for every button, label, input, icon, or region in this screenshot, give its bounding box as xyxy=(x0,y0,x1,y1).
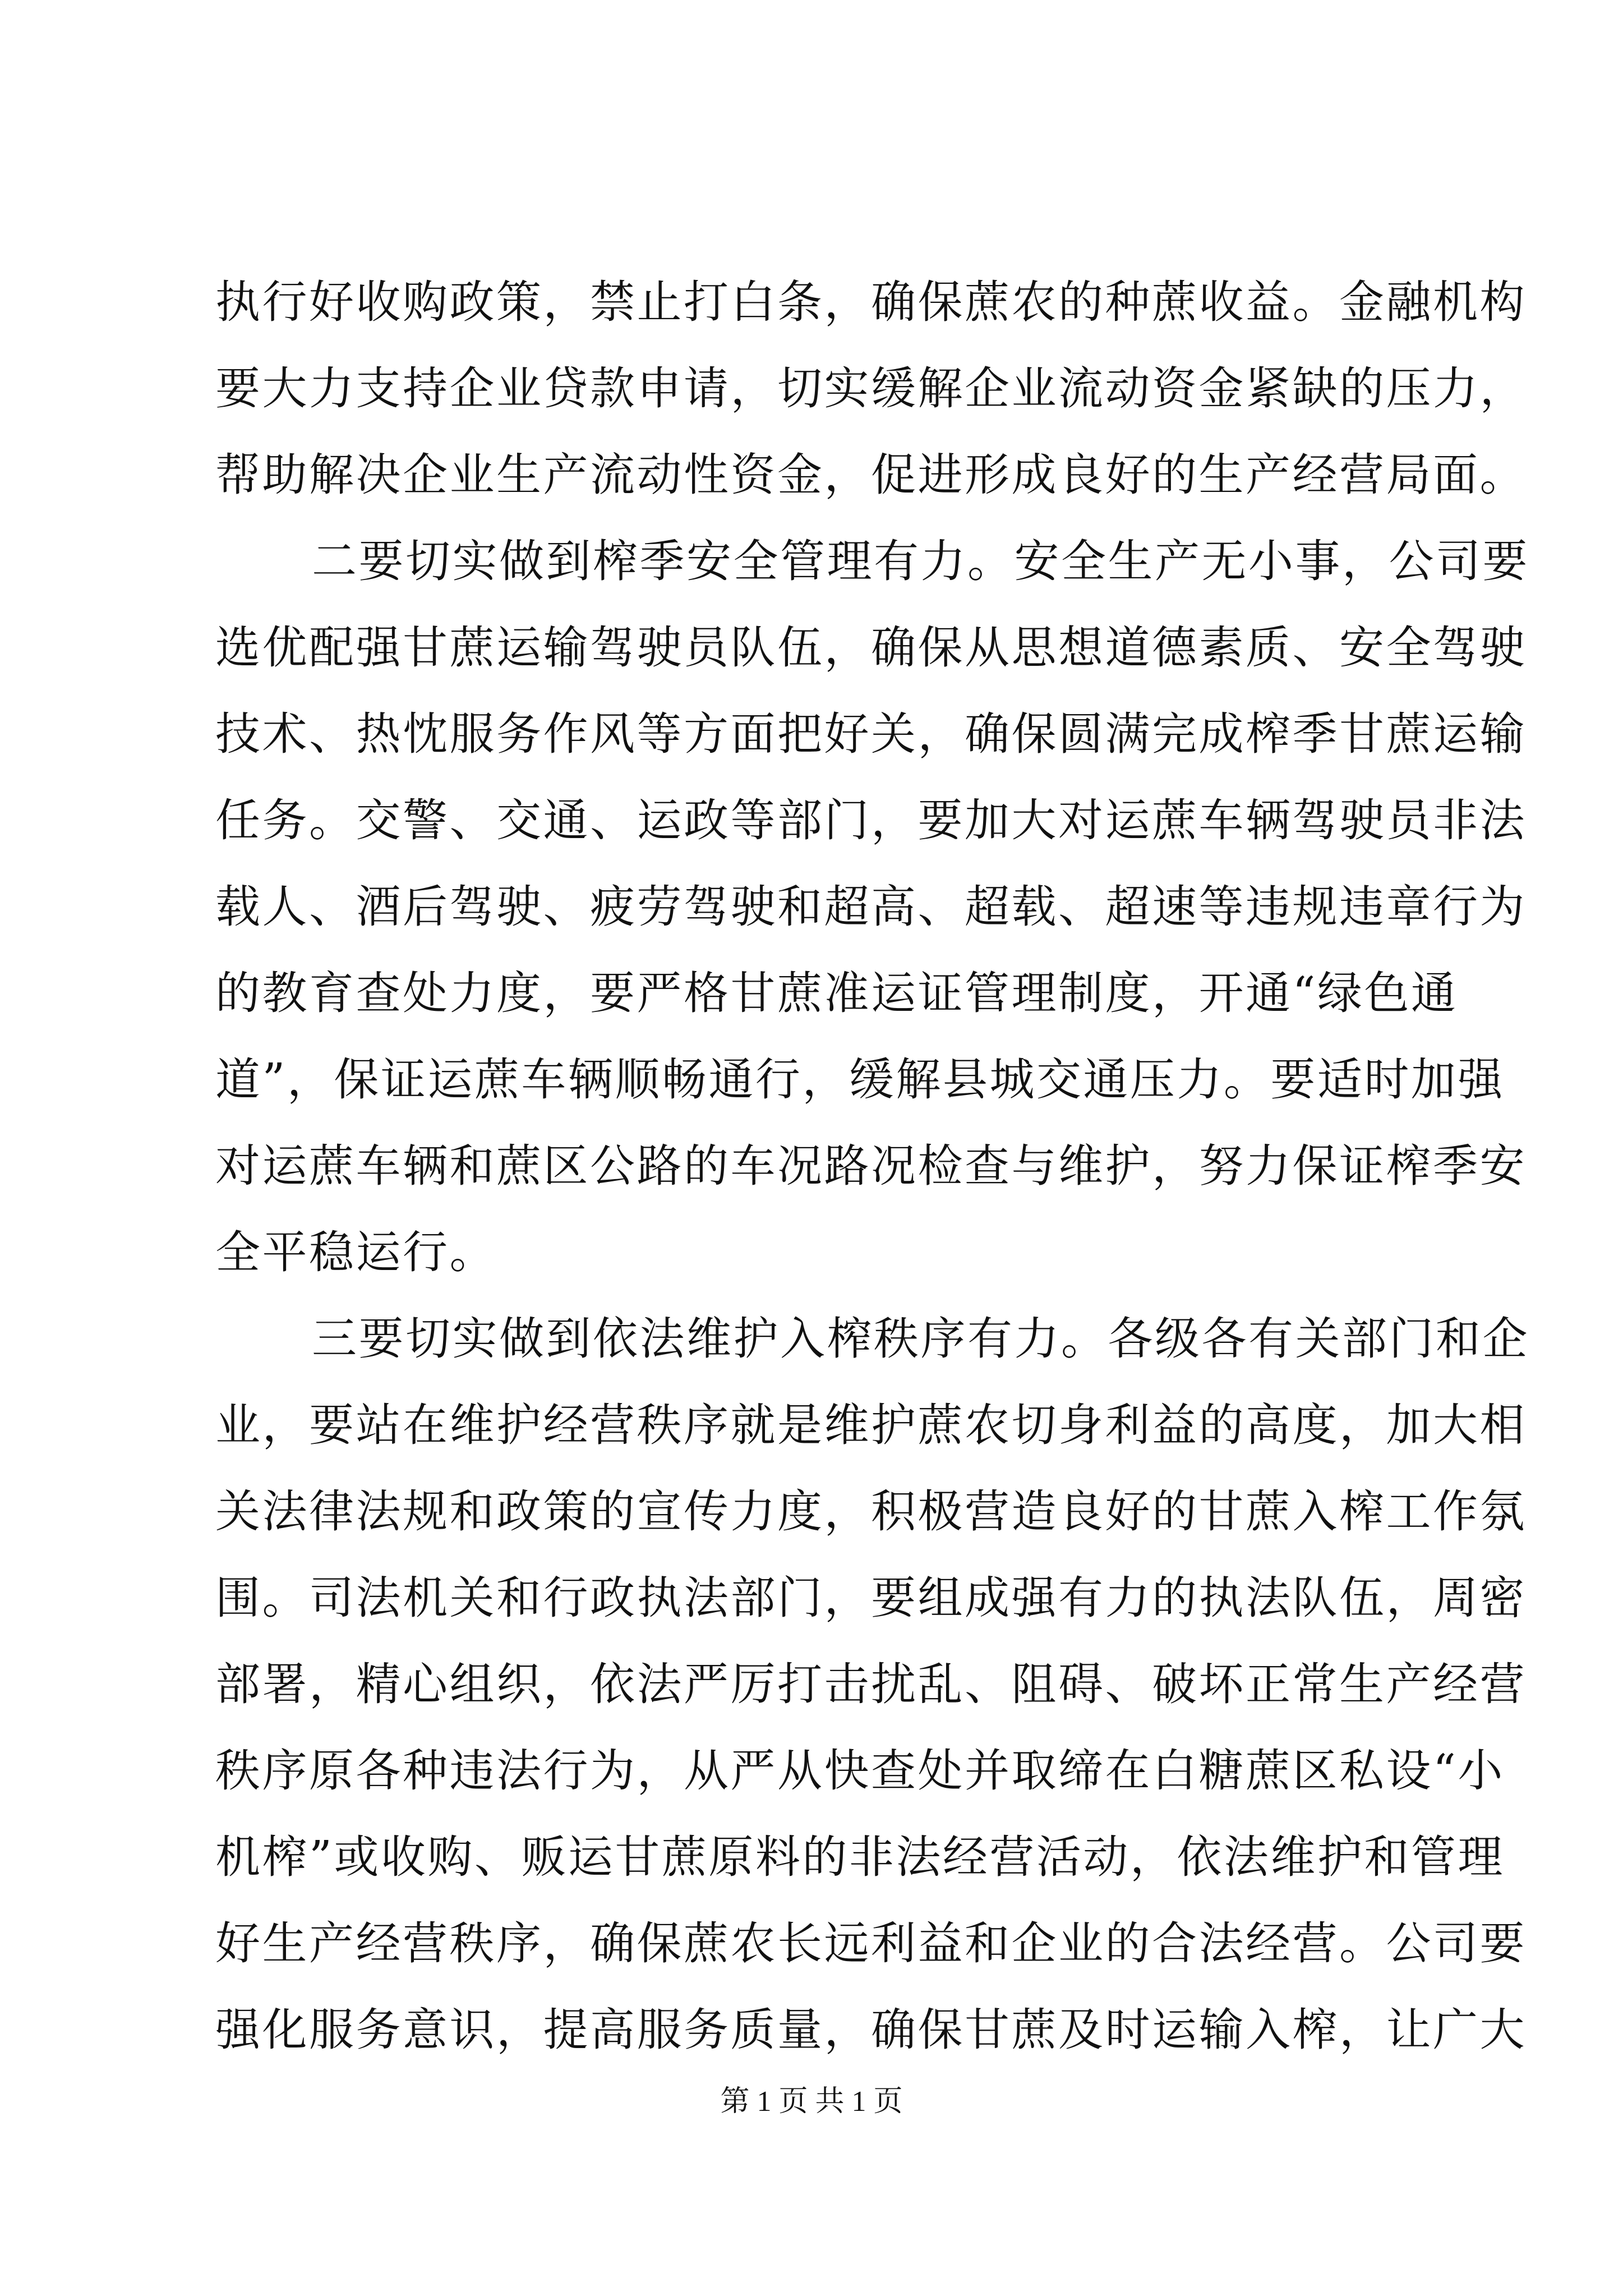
text-line: 选优配强甘蔗运输驾驶员队伍，确保从思想道德素质、安全驾驶 xyxy=(215,622,1527,674)
text-line: 部署，精心组织，依法严厉打击扰乱、阻碍、破坏正常生产经营 xyxy=(215,1658,1527,1710)
text-line: 强化服务意识，提高服务质量，确保甘蔗及时运输入榨，让广大 xyxy=(215,2004,1527,2056)
text-line: 围。司法机关和行政执法部门，要组成强有力的执法队伍，周密 xyxy=(215,1572,1527,1624)
text-line: 好生产经营秩序，确保蔗农长远利益和企业的合法经营。公司要 xyxy=(215,1917,1527,1970)
paragraph-first-line: 三要切实做到依法维护入榨秩序有力。各级各有关部门和企 xyxy=(312,1313,1529,1365)
text-line: 道”，保证运蔗车辆顺畅通行，缓解县城交通压力。要适时加强 xyxy=(215,1053,1505,1106)
text-line: 技术、热忱服务作风等方面把好关，确保圆满完成榨季甘蔗运输 xyxy=(215,708,1527,760)
paragraph-first-line: 二要切实做到榨季安全管理有力。安全生产无小事，公司要 xyxy=(312,535,1529,587)
text-line: 载人、酒后驾驶、疲劳驾驶和超高、超载、超速等违规违章行为 xyxy=(215,881,1527,933)
text-line: 任务。交警、交通、运政等部门，要加大对运蔗车辆驾驶员非法 xyxy=(215,794,1527,846)
text-line: 秩序原各种违法行为，从严从快查处并取缔在白糖蔗区私设“小 xyxy=(215,1745,1505,1797)
text-line: 全平稳运行。 xyxy=(215,1226,496,1278)
text-line: 帮助解决企业生产流动性资金，促进形成良好的生产经营局面。 xyxy=(215,449,1527,501)
text-line: 业，要站在维护经营秩序就是维护蔗农切身利益的高度，加大相 xyxy=(215,1399,1527,1451)
text-line: 对运蔗车辆和蔗区公路的车况路况检查与维护，努力保证榨季安 xyxy=(215,1140,1527,1192)
page-number-footer: 第 1 页 共 1 页 xyxy=(720,2086,903,2118)
text-line: 执行好收购政策，禁止打白条，确保蔗农的种蔗收益。金融机构 xyxy=(215,276,1527,328)
text-line: 要大力支持企业贷款申请，切实缓解企业流动资金紧缺的压力， xyxy=(215,362,1527,415)
text-line: 的教育查处力度，要严格甘蔗准运证管理制度，开通“绿色通 xyxy=(215,967,1458,1019)
document-body xyxy=(215,259,1529,2073)
text-line: 关法律法规和政策的宣传力度，积极营造良好的甘蔗入榨工作氛 xyxy=(215,1485,1527,1538)
text-line: 机榨”或收购、贩运甘蔗原料的非法经营活动，依法维护和管理 xyxy=(215,1831,1505,1883)
